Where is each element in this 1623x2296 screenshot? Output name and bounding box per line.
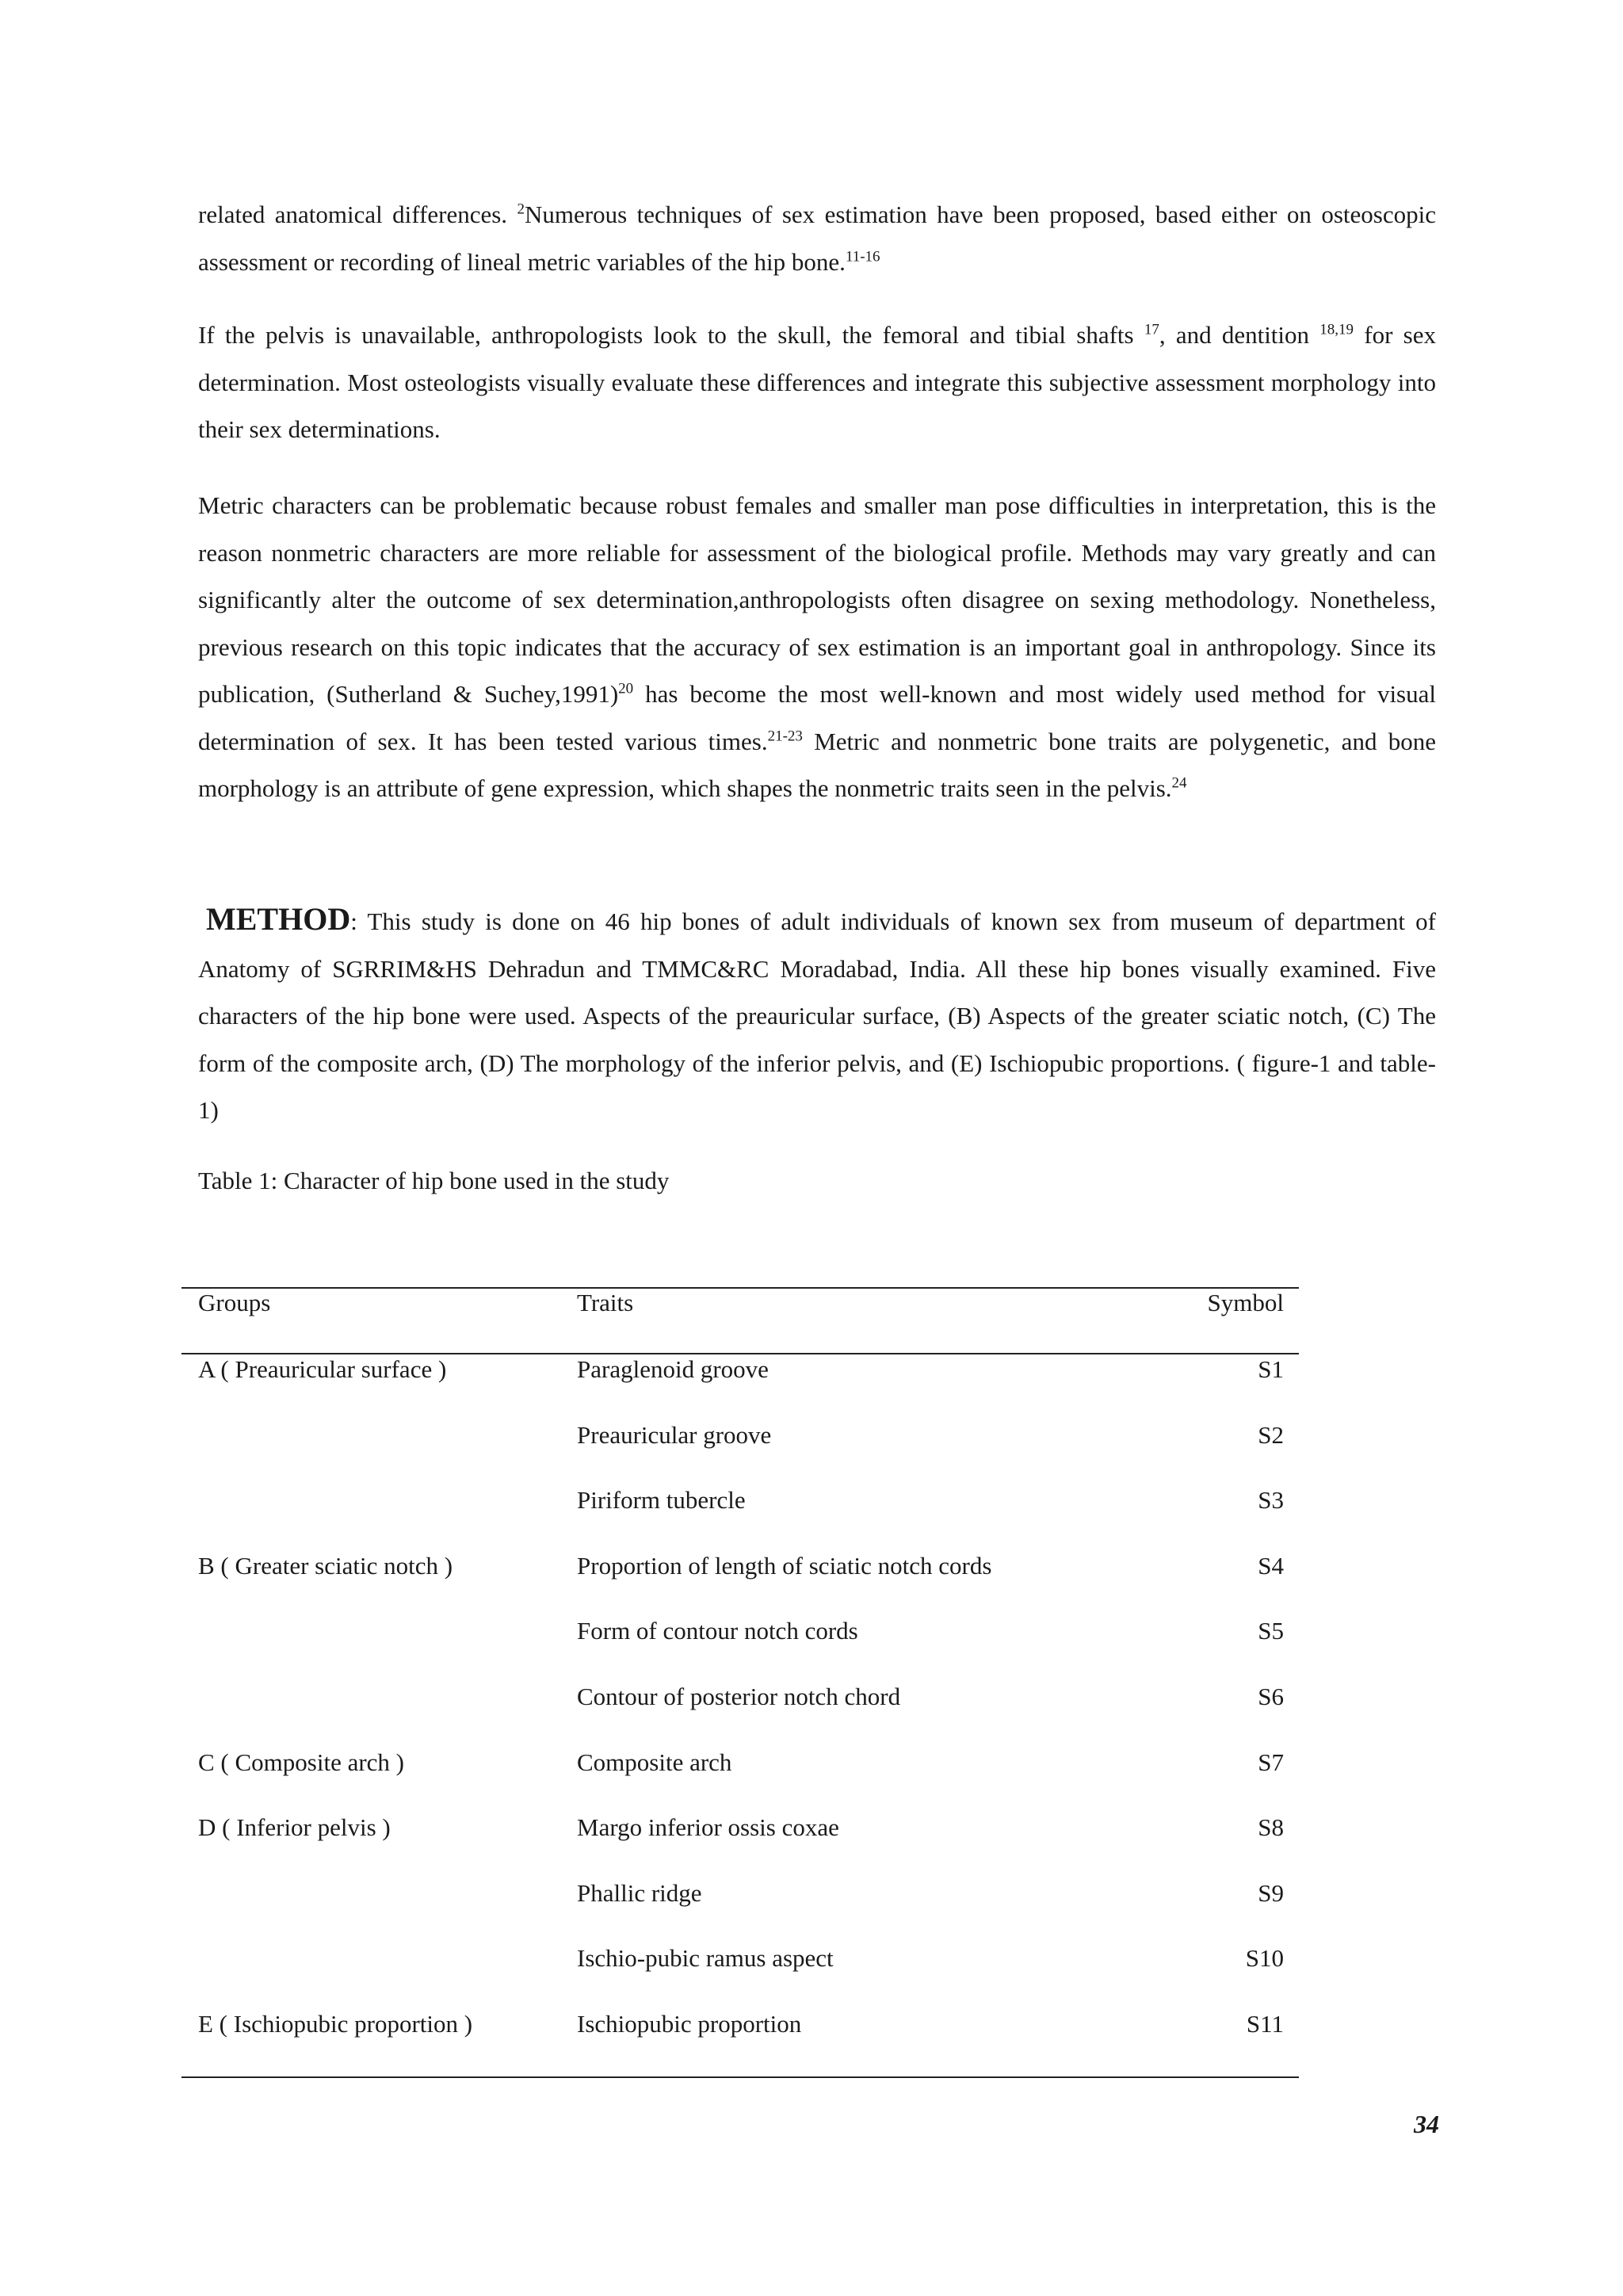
table-cell-symbol: S1 xyxy=(1258,1355,1284,1383)
table-cell-symbol: S11 xyxy=(1246,2010,1284,2038)
table-cell-symbol: S3 xyxy=(1258,1486,1284,1514)
paragraph-text: Metric characters can be problematic because robust females and smaller man pose difficulties in interpretation, this is the reason nonmetric characters are more reliable for assessment of the biological profile. Methods may vary greatly and can significantly alter the outcome of sex determination,anthropologists often disagree on sexing methodology. Nonetheless, previous research on this topic indicates that the accuracy of sex estimation is an important goal in anthropology. Since its publication, (Sutherland & Suchey,1991) xyxy=(198,491,1436,708)
table-cell-trait: Margo inferior ossis coxae xyxy=(577,1813,839,1841)
table-cell-group: A ( Preauricular surface ) xyxy=(198,1355,447,1383)
table-cell-trait: Form of contour notch cords xyxy=(577,1617,858,1645)
paragraph-method xyxy=(198,896,1436,1134)
table-bottom-rule xyxy=(181,2076,1299,2078)
paragraph-text: has become the most well-known and most widely used method for visual determination of sex. It has been tested various times. xyxy=(198,680,1436,755)
table-cell-trait: Preauricular groove xyxy=(577,1421,772,1449)
table-header-groups: Groups xyxy=(198,1289,271,1316)
table-caption: Table 1: Character of hip bone used in the study xyxy=(198,1167,670,1194)
section-heading-method: METHOD xyxy=(206,901,351,937)
table-header-rule xyxy=(181,1353,1299,1354)
table-cell-trait: Paraglenoid groove xyxy=(577,1355,769,1383)
paragraph-text: , and dentition xyxy=(1159,321,1320,349)
paragraph-text: Numerous techniques of sex estimation have been proposed, based either on osteoscopic assessment or recording of lineal metric variables of the hip bone. xyxy=(198,201,1436,276)
table-cell-trait: Proportion of length of sciatic notch cords xyxy=(577,1552,992,1580)
paragraph-pelvis-unavailable xyxy=(198,311,1436,453)
paragraph-sex-estimation-techniques xyxy=(198,191,1436,285)
paragraph-text: related anatomical differences. xyxy=(198,201,517,228)
table-cell-group: B ( Greater sciatic notch ) xyxy=(198,1552,453,1580)
citation-superscript: 18,19 xyxy=(1319,321,1354,338)
table-cell-trait: Piriform tubercle xyxy=(577,1486,746,1514)
citation-superscript: 21-23 xyxy=(767,728,803,745)
table-cell-symbol: S5 xyxy=(1258,1617,1284,1645)
table-header-symbol: Symbol xyxy=(1207,1289,1284,1316)
table-cell-trait: Contour of posterior notch chord xyxy=(577,1683,901,1710)
citation-superscript: 11-16 xyxy=(845,248,880,266)
table-header-traits: Traits xyxy=(577,1289,634,1316)
page-number: 34 xyxy=(1414,2110,1439,2138)
table-cell-symbol: S7 xyxy=(1258,1748,1284,1776)
table-cell-symbol: S8 xyxy=(1258,1813,1284,1841)
table-cell-symbol: S4 xyxy=(1258,1552,1284,1580)
table-cell-trait: Ischio-pubic ramus aspect xyxy=(577,1944,834,1972)
citation-superscript: 24 xyxy=(1171,774,1187,792)
table-cell-symbol: S2 xyxy=(1258,1421,1284,1449)
table-cell-symbol: S10 xyxy=(1245,1944,1284,1972)
paragraph-text: : This study is done on 46 hip bones of adult individuals of known sex from museum of department of Anatomy of SGRRIM&HS Dehradun and TMMC&RC Moradabad, India. All these hip bones visually examined. Five characters of the hip bone were used. Aspects of the preauricular surface, (B) Aspects of the greater sciatic notch, (C) The form of the composite arch, (D) The morphology of the inferior pelvis, and (E) Ischiopubic proportions. ( figure-1 and table-1) xyxy=(198,907,1436,1124)
table-cell-group: D ( Inferior pelvis ) xyxy=(198,1813,391,1841)
table-cell-trait: Ischiopubic proportion xyxy=(577,2010,802,2038)
table-top-rule xyxy=(181,1287,1299,1289)
table-cell-trait: Composite arch xyxy=(577,1748,732,1776)
paragraph-text: If the pelvis is unavailable, anthropologists look to the skull, the femoral and tibial shafts xyxy=(198,321,1144,349)
table-cell-symbol: S9 xyxy=(1258,1879,1284,1907)
citation-superscript: 20 xyxy=(618,680,634,697)
table-cell-group: E ( Ischiopubic proportion ) xyxy=(198,2010,473,2038)
paragraph-text: for sex determination. Most osteologists visually evaluate these differences and integrate this subjective assessment morphology into their sex determinations. xyxy=(198,321,1436,443)
paragraph-text: Metric and nonmetric bone traits are polygenetic, and bone morphology is an attribute of gene expression, which shapes the nonmetric traits seen in the pelvis. xyxy=(198,727,1436,802)
citation-superscript: 2 xyxy=(517,201,525,218)
table-cell-group: C ( Composite arch ) xyxy=(198,1748,405,1776)
citation-superscript: 17 xyxy=(1144,321,1159,338)
table-cell-symbol: S6 xyxy=(1258,1683,1284,1710)
table-cell-trait: Phallic ridge xyxy=(577,1879,702,1907)
paragraph-metric-characters xyxy=(198,482,1436,812)
